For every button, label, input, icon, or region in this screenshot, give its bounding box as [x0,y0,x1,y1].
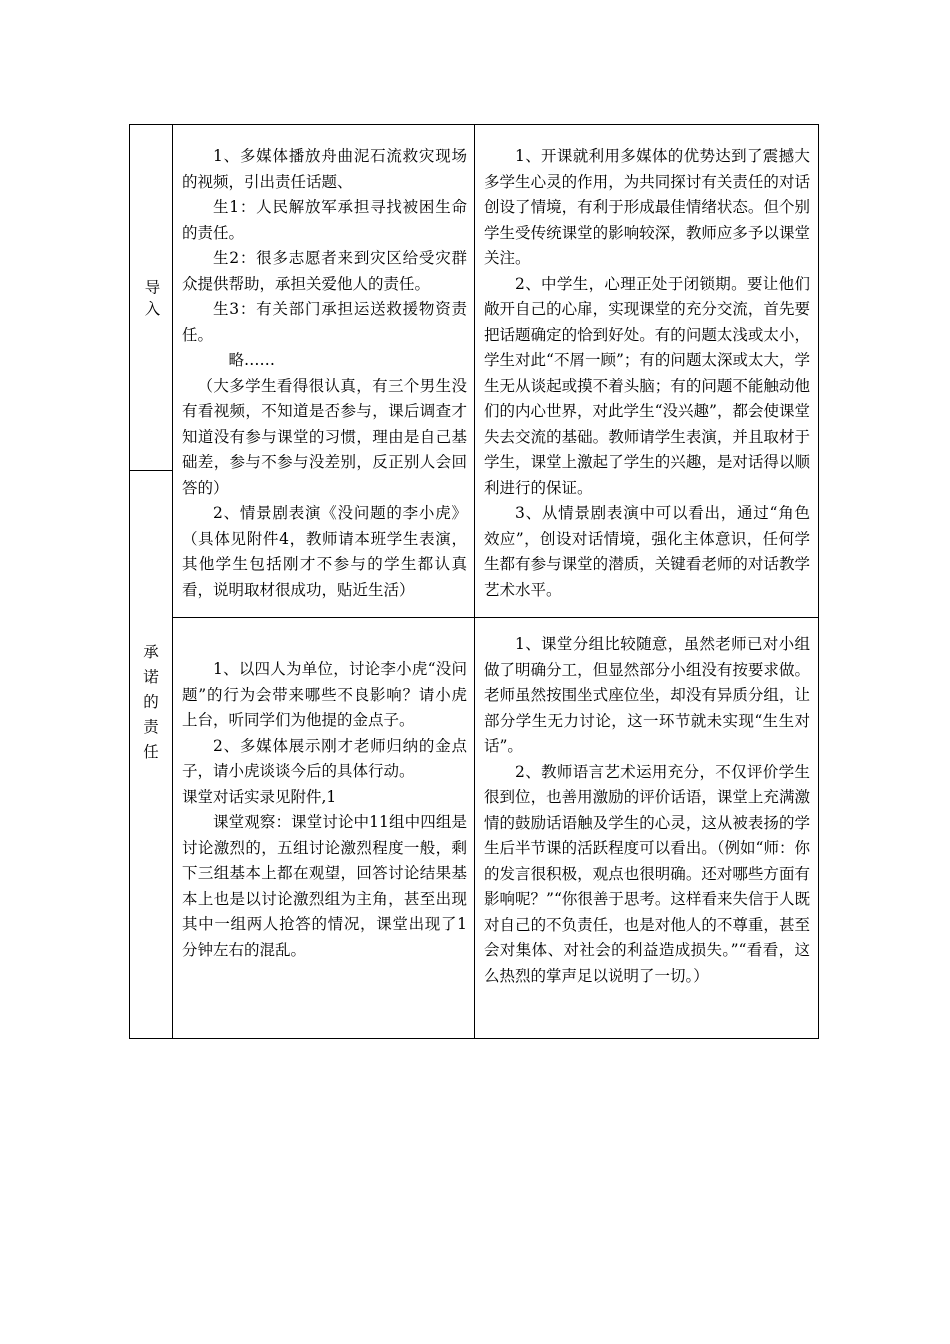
lesson-table [129,124,819,1039]
intro-reflection-item: 3、从情景剧表演中可以看出，通过“角色效应”，创设对话情境，强化主体意识，任何学生都有参与课堂的潜质，关键看老师的对话教学艺术水平。 [484,504,810,599]
intro-activity-cell [182,144,467,603]
responsibility-activity-cell [182,657,467,963]
responsibility-activity-item: 课堂观察：课堂讨论中11组中四组是讨论激烈的，五组讨论激烈程度一般，剩下三组基本上都在观望，回答讨论结果基本上也是以讨论激烈组为主角，甚至出现其中一组两人抢答的情况，课堂出现了1分钟左右的混乱。 [182,813,467,959]
label-divider [130,470,172,471]
responsibility-reflection-item: 2、教师语言艺术运用充分，不仅评价学生很到位，也善用激励的评价话语，课堂上充满激情的鼓励话语触及学生的心灵，这从被表扬的学生后半节课的活跃程度可以看出。（例如“师：你的发言很积极，观点也很明确。还对哪些方面有影响呢？”“你很善于思考。这样看来失信于人既对自己的不负责任，也是对他人的不尊重，甚至会对集体、对社会的利益造成损失。”“看看，这么热烈的掌声足以说明了一切。） [484,762,810,985]
intro-activity-item: 生3：有关部门承担运送救援物资责任。 [182,300,467,344]
responsibility-reflection-item: 1、课堂分组比较随意，虽然老师已对小组做了明确分工，但显然部分小组没有按要求做。老师虽然按围坐式座位坐，却没有异质分组，让部分学生无力讨论，这一环节就未实现“生生对话”。 [484,635,810,755]
intro-activity-item: 2、情景剧表演《没问题的李小虎》（具体见附件4，教师请本班学生表演，其他学生包括刚才不参与的学生都认真看，说明取材很成功，贴近生活） [182,504,467,599]
row-divider [172,617,818,618]
intro-activity-item: （大多学生看得很认真，有三个男生没有看视频，不知道是否参与，课后调查才知道没有参与课堂的习惯，理由是自己基础差，参与不参与没差别，反正别人会回答的） [182,376,467,497]
intro-reflection-item: 1、开课就利用多媒体的优势达到了震撼大多学生心灵的作用，为共同探讨有关责任的对话创设了情境，有利于形成最佳情绪状态。但个别学生受传统课堂的影响较深，教师应多予以课堂关注。 [484,147,810,267]
intro-reflection-item: 2、中学生，心理正处于闭锁期。要让他们敞开自己的心扉，实现课堂的充分交流，首先要把话题确定的恰到好处。有的问题太浅或太小，学生对此“不屑一顾”；有的问题太深或太大，学生无从谈起或摸不着头脑；有的问题不能触动他们的内心世界，对此学生“没兴趣”，都会使课堂失去交流的基础。教师请学生表演，并且取材于学生，课堂上激起了学生的兴趣，是对话得以顺利进行的保证。 [484,274,810,497]
responsibility-activity-item: 2、多媒体展示刚才老师归纳的金点子，请小虎谈谈今后的具体行动。 [182,736,467,780]
responsibility-reflection-cell [484,632,810,989]
section-label-responsibility: 承 诺 的 责 任 [143,643,159,761]
intro-reflection-cell [484,144,810,603]
intro-activity-item: 生1：人民解放军承担寻找被困生命的责任。 [182,198,467,242]
responsibility-activity-item: 课堂对话实录见附件,1 [182,787,337,806]
col-divider-left [172,125,173,1038]
section-label-intro: 导入 [142,278,161,322]
intro-activity-item: 略…… [228,351,276,369]
responsibility-activity-item: 1、以四人为单位，讨论李小虎“没问题”的行为会带来哪些不良影响？请小虎上台，听同学们为他提的金点子。 [182,660,467,729]
intro-activity-item: 1、多媒体播放舟曲泥石流救灾现场的视频，引出责任话题、 [182,147,467,191]
col-divider-mid [474,125,475,1038]
intro-activity-item: 生2：很多志愿者来到灾区给受灾群众提供帮助，承担关爱他人的责任。 [182,249,467,293]
